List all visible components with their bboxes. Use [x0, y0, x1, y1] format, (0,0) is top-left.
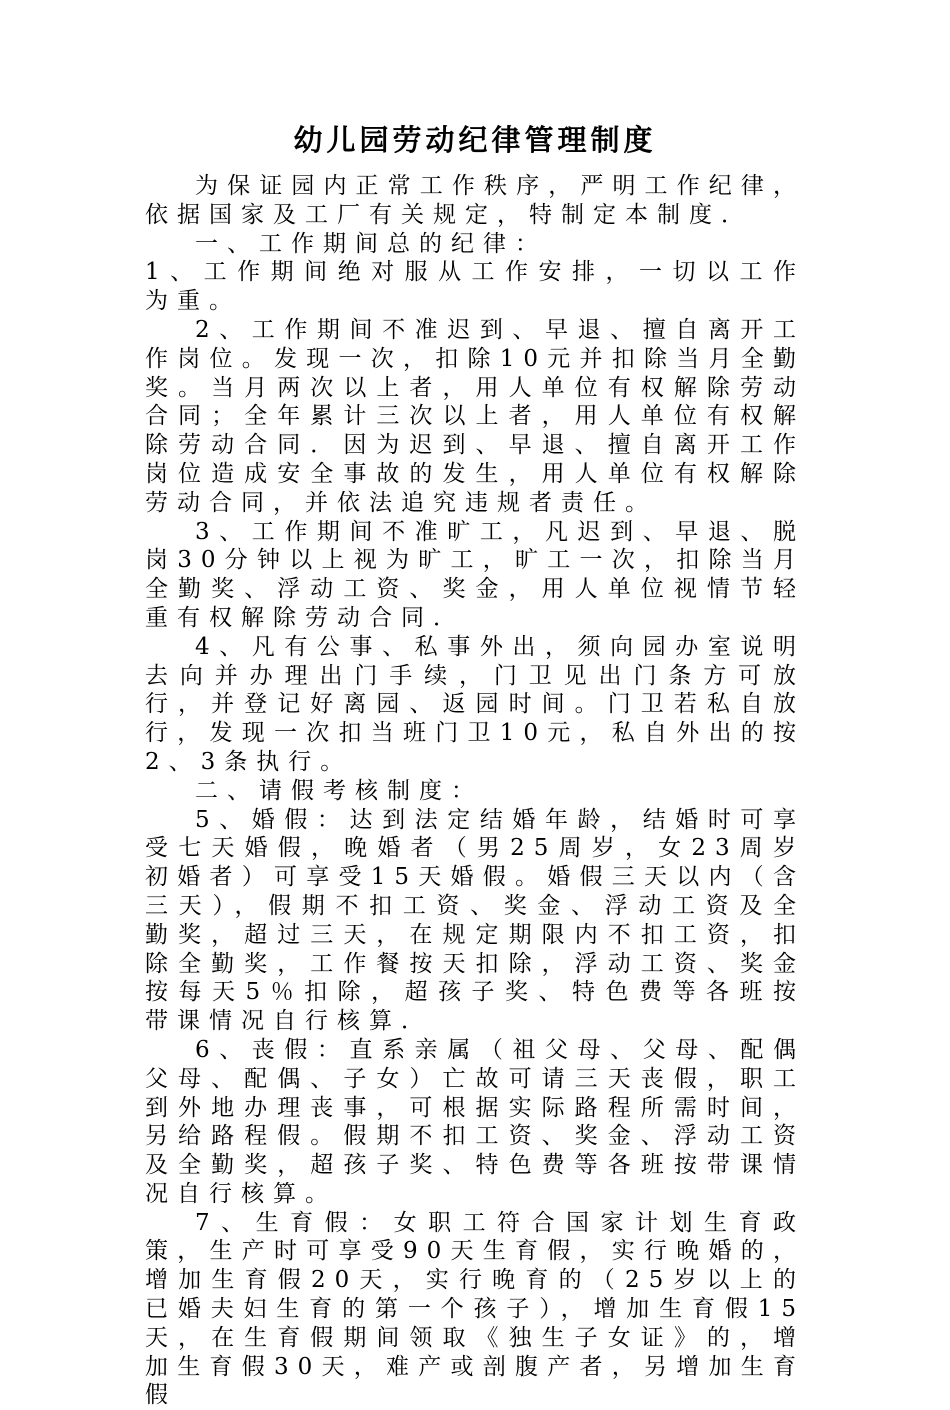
- document-body: [145, 172, 805, 1410]
- section-heading-2: 二、请假考核制度：: [195, 777, 483, 804]
- document-title: 幼儿园劳动纪律管理制度: [293, 123, 657, 157]
- rule-item-6: 6、丧假：直系亲属（祖父母、父母、配偶父母、配偶、子女）亡故可请三天丧假，职工到外地办理丧事，可根据实际路程所需时间，另给路程假。假期不扣工资、奖金、浮动工资及全勤奖，超孩子奖、特色费等各班按带课情况自行核算。: [145, 1036, 805, 1207]
- rule-item-1: 1、工作期间绝对服从工作安排，一切以工作为重。: [145, 259, 805, 315]
- rule-item-4: 4、凡有公事、私事外出，须向园办室说明去向并办理出门手续，门卫见出门条方可放行，并登记好离园、返园时间。门卫若私自放行，发现一次扣当班门卫10元，私自外出的按2、3条执行。: [145, 633, 805, 775]
- rule-item-7: 7、生育假：女职工符合国家计划生育政策，生产时可享受90天生育假，实行晚婚的，增加生育假20天，实行晚育的（25岁以上的已婚夫妇生育的第一个孩子），增加生育假15天，在生育假期间领取《独生子女证》的，增加生育假30天，难产或剖腹产者，另增加生育假: [145, 1209, 805, 1409]
- document-page: [145, 120, 805, 1410]
- rule-item-3: 3、工作期间不准旷工，凡迟到、早退、脱岗30分钟以上视为旷工，旷工一次，扣除当月全勤奖、浮动工资、奖金，用人单位视情节轻重有权解除劳动合同．: [145, 518, 805, 631]
- intro-paragraph: 为保证园内正常工作秩序，严明工作纪律，依据国家及工厂有关规定，特制定本制度．: [145, 173, 805, 228]
- section-heading-1: 一、工作期间总的纪律：: [195, 230, 547, 257]
- rule-item-2: 2、工作期间不准迟到、早退、擅自离开工作岗位。发现一次，扣除10元并扣除当月全勤奖。当月两次以上者，用人单位有权解除劳动合同；全年累计三次以上者，用人单位有权解除劳动合同．因为迟到、早退、擅自离开工作岗位造成安全事故的发生，用人单位有权解除劳动合同，并依法追究违规者责任。: [145, 316, 805, 516]
- rule-item-5: 5、婚假：达到法定结婚年龄，结婚时可享受七天婚假，晚婚者（男25周岁，女23周岁初婚者）可享受15天婚假。婚假三天以内（含三天），假期不扣工资、奖金、浮动工资及全勤奖，超过三天，在规定期限内不扣工资，扣除全勤奖，工作餐按天扣除，浮动工资、奖金按每天5％扣除，超孩子奖、特色费等各班按带课情况自行核算．: [145, 806, 805, 1035]
